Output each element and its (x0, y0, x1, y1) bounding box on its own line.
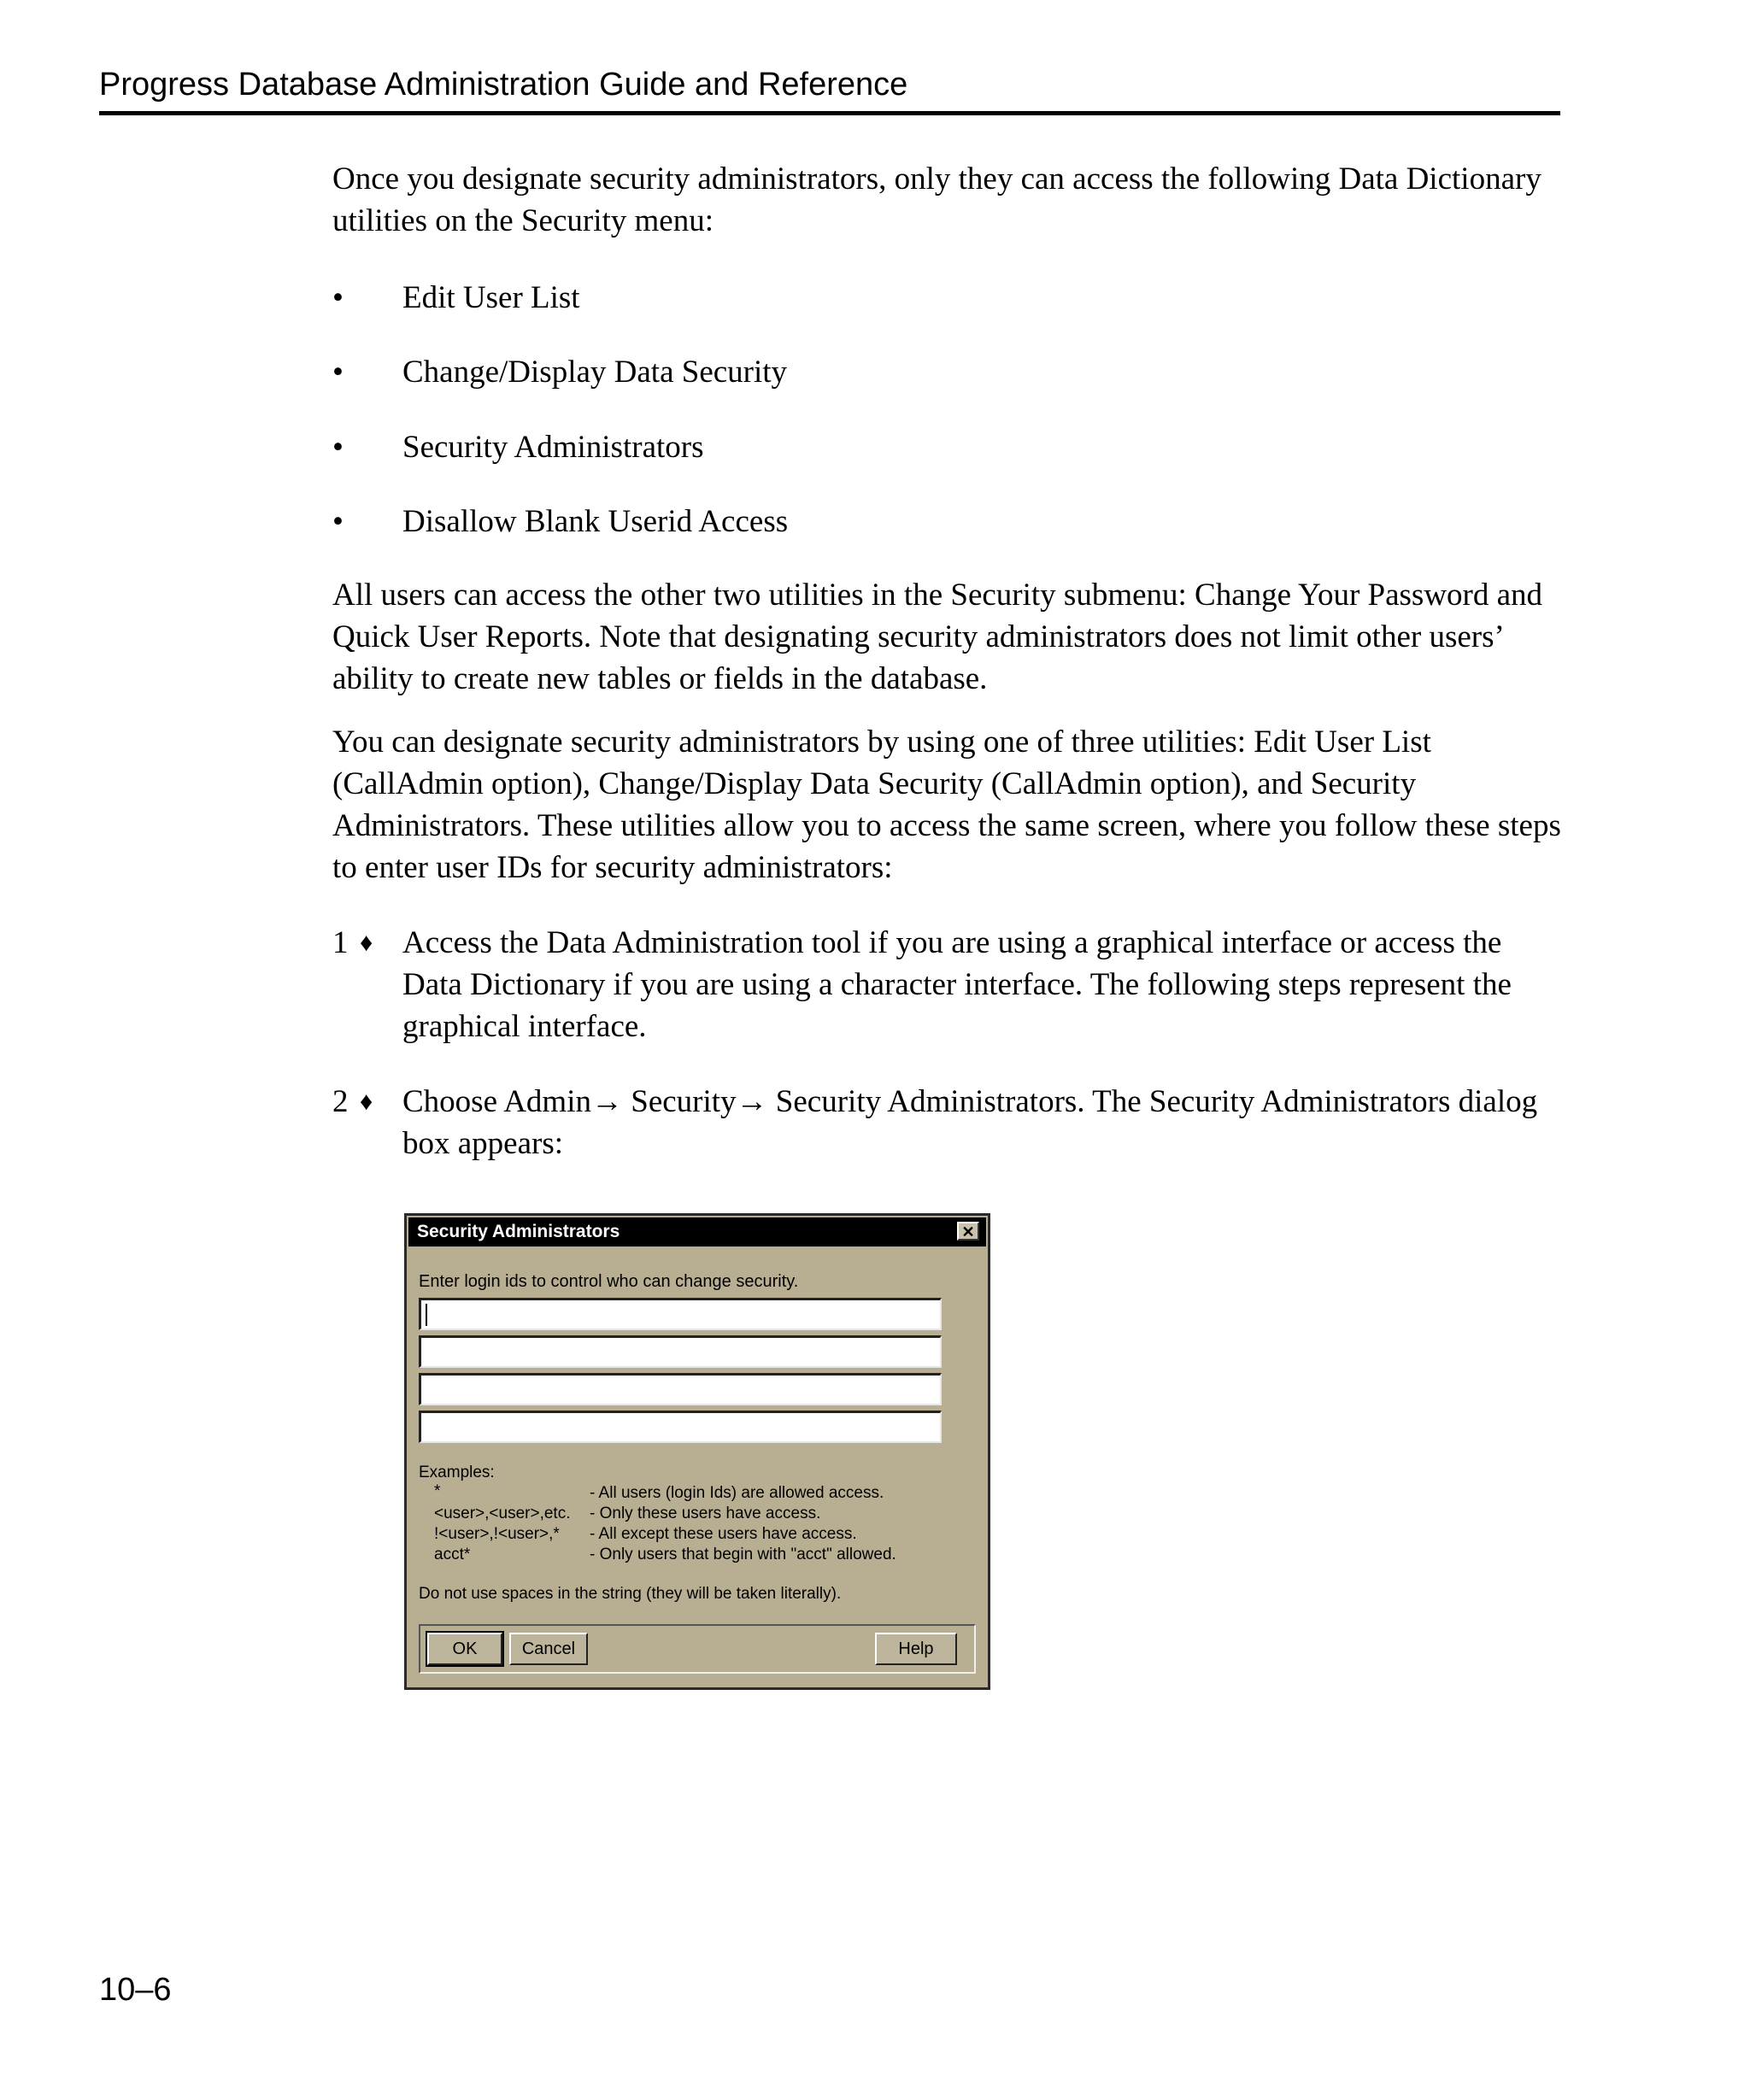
login-id-field-1[interactable] (419, 1298, 942, 1330)
login-id-field-4[interactable] (419, 1411, 942, 1443)
bullet-text: Disallow Blank Userid Access (402, 504, 789, 539)
bullet-text: Edit User List (402, 280, 580, 315)
step-text: Choose Admin→ Security→ Security Administrators. The Security Administrators dialog box appears: (402, 1084, 1538, 1161)
bullet-icon: • (332, 355, 344, 390)
page-number: 10–6 (99, 1972, 172, 2008)
bullet-icon: • (332, 280, 344, 315)
close-icon[interactable]: ✕ (957, 1222, 979, 1241)
example-description: - Only users that begin with "acct" allowed. (590, 1546, 896, 1563)
dialog-instruction: Enter login ids to control who can change security. (419, 1272, 799, 1291)
example-description: - All except these users have access. (590, 1525, 857, 1543)
example-pattern: acct* (434, 1546, 471, 1563)
diamond-icon: ♦ (360, 929, 373, 957)
running-header: Progress Database Administration Guide and Reference (99, 67, 908, 103)
step-number: 2 (332, 1084, 349, 1119)
examples-label: Examples: (419, 1464, 495, 1481)
bullet-icon: • (332, 504, 344, 539)
dialog-note: Do not use spaces in the string (they will be taken literally). (419, 1585, 842, 1603)
diamond-icon: ♦ (360, 1088, 373, 1116)
step-text: Access the Data Administration tool if you are using a graphical interface or access the Data Dictionary if you are using a character interface. The following steps represent the graphical interface. (402, 925, 1512, 1044)
bullet-text: Change/Display Data Security (402, 355, 788, 390)
example-description: - All users (login Ids) are allowed access. (590, 1484, 884, 1502)
header-rule (99, 111, 1560, 115)
ok-button[interactable]: OK (427, 1633, 502, 1665)
security-administrators-dialog (404, 1213, 990, 1690)
dialog-title: Security Administrators (417, 1222, 620, 1241)
designate-paragraph: You can designate security administrators by using one of three utilities: Edit User List (CallAdmin option), Change/Display Data Security (CallAdmin option), and Security Administrators. These utilities allow you to access the same screen, where you follow these steps to enter user IDs for security administrators: (332, 724, 1561, 885)
step-number: 1 (332, 925, 349, 960)
dialog-titlebar[interactable] (408, 1217, 986, 1247)
example-description: - Only these users have access. (590, 1505, 821, 1522)
help-button[interactable]: Help (875, 1633, 957, 1665)
example-pattern: <user>,<user>,etc. (434, 1505, 571, 1522)
bullet-icon: • (332, 430, 344, 465)
text-caret (426, 1304, 427, 1326)
login-id-field-2[interactable] (419, 1335, 942, 1368)
example-pattern: * (434, 1482, 441, 1500)
cancel-button[interactable]: Cancel (509, 1633, 588, 1665)
example-pattern: !<user>,!<user>,* (434, 1525, 560, 1543)
users-paragraph: All users can access the other two utilities in the Security submenu: Change Your Password and Quick User Reports. Note that designating security administrators does not limit other users’ ability to create new tables or fields in the database. (332, 578, 1543, 696)
dialog-button-bar (419, 1624, 976, 1674)
intro-paragraph: Once you designate security administrators, only they can access the following Data Dictionary utilities on the Security menu: (332, 161, 1542, 238)
bullet-text: Security Administrators (402, 430, 704, 465)
login-id-field-3[interactable] (419, 1373, 942, 1405)
